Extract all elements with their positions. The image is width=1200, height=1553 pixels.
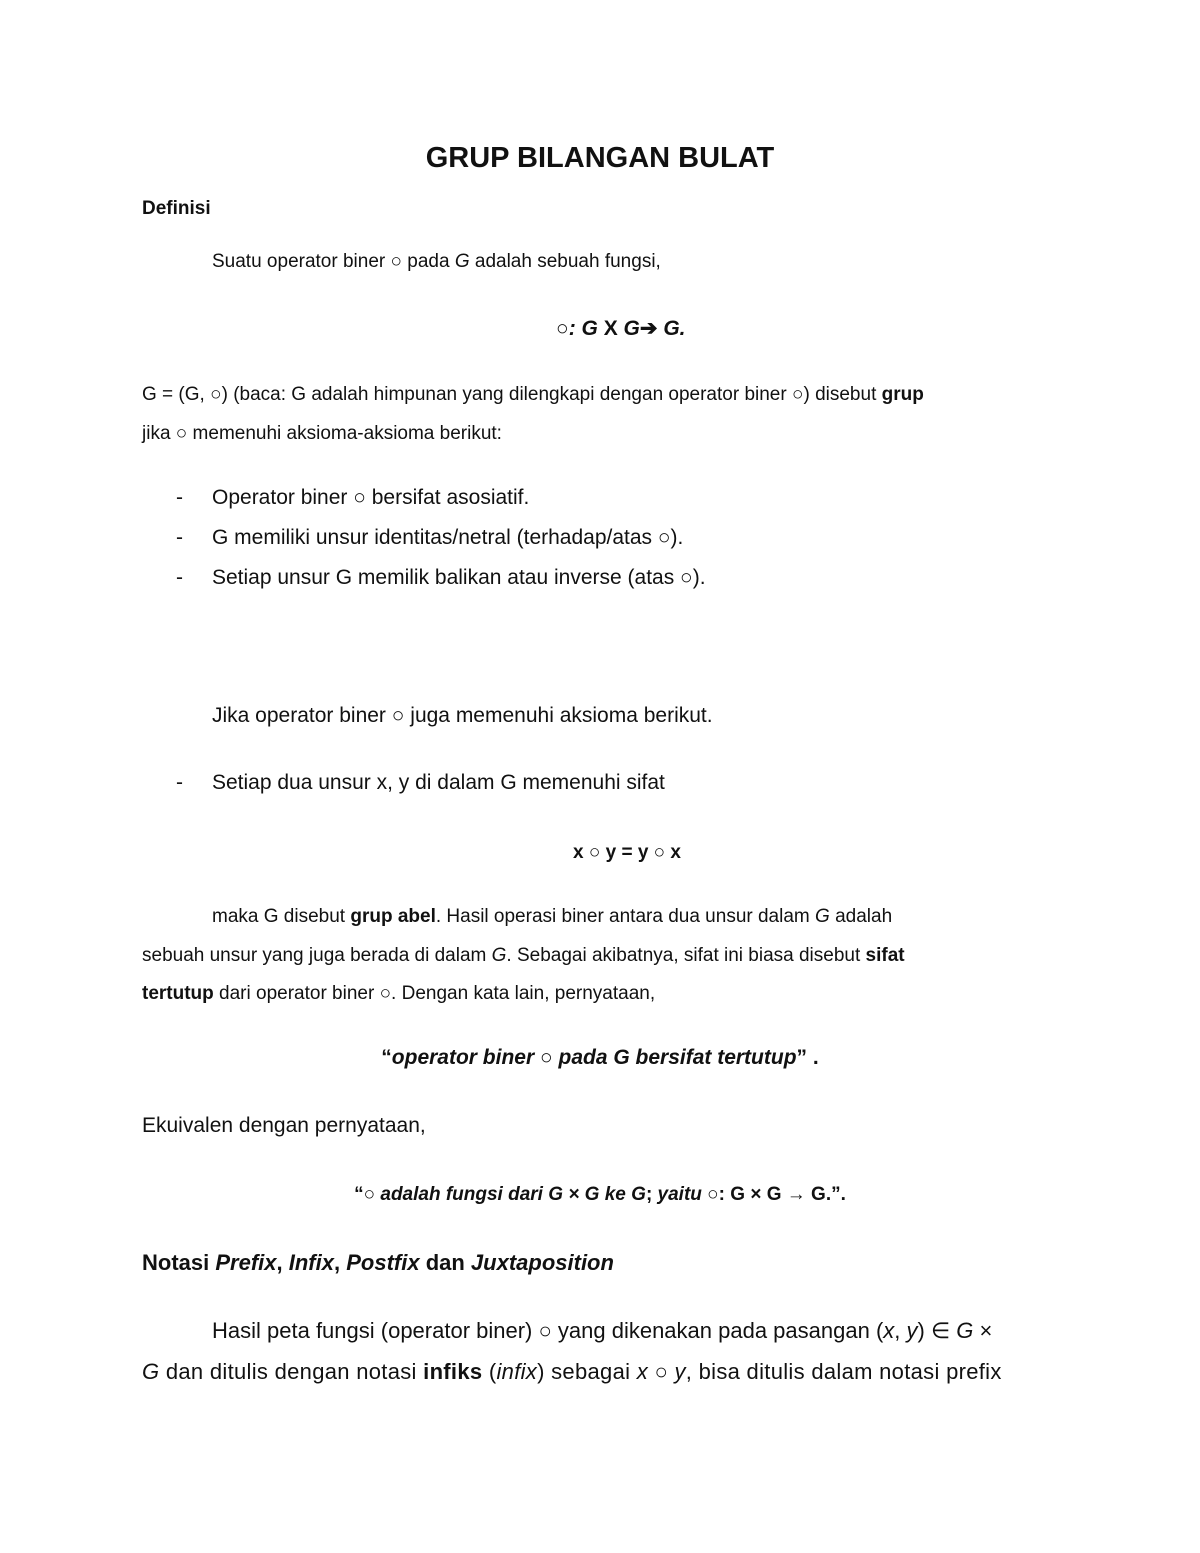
bullet-dash: - (176, 771, 183, 794)
bullet-dash: - (176, 486, 183, 509)
paragraph-notation-line2: G dan ditulis dengan notasi infiks (infix) sebagai x ○ y, bisa ditulis dalam notasi prefix (142, 1359, 1002, 1384)
paragraph-definition: Suatu operator biner ○ pada G adalah sebuah fungsi, (212, 251, 661, 272)
quote-function: “○ adalah fungsi dari G × G ke G; yaitu ○: G × G → G.”. (354, 1184, 846, 1205)
quote-closure: “operator biner ○ pada G bersifat tertutup” . (381, 1046, 819, 1069)
paragraph-group-line2: jika ○ memenuhi aksioma-aksioma berikut: (142, 423, 502, 444)
definisi-heading: Definisi (142, 198, 211, 219)
paragraph-abel-line2: sebuah unsur yang juga berada di dalam G. Sebagai akibatnya, sifat ini biasa disebut sifat (142, 945, 905, 966)
section-heading-notation: Notasi Prefix, Infix, Postfix dan Juxtaposition (142, 1250, 614, 1275)
formula-commutative: x ○ y = y ○ x (573, 842, 681, 863)
paragraph-abel-line3: tertutup dari operator biner ○. Dengan kata lain, pernyataan, (142, 983, 656, 1004)
paragraph-equivalent: Ekuivalen dengan pernyataan, (142, 1114, 426, 1137)
paragraph-group-line1: G = (G, ○) (baca: G adalah himpunan yang dilengkapi dengan operator biner ○) disebut grup (142, 384, 924, 405)
page-title: GRUP BILANGAN BULAT (425, 142, 775, 174)
bullet-dash: - (176, 566, 183, 589)
bullet-dash: - (176, 526, 183, 549)
formula-function-signature: ○: G X G➔ G. (556, 317, 686, 340)
paragraph-abel-line1: maka G disebut grup abel. Hasil operasi biner antara dua unsur dalam G adalah (212, 906, 893, 927)
paragraph-abel-intro: Jika operator biner ○ juga memenuhi aksioma berikut. (212, 704, 713, 727)
paragraph-notation-line1: Hasil peta fungsi (operator biner) ○ yang dikenakan pada pasangan (x, y) ∈ G × (212, 1318, 993, 1343)
